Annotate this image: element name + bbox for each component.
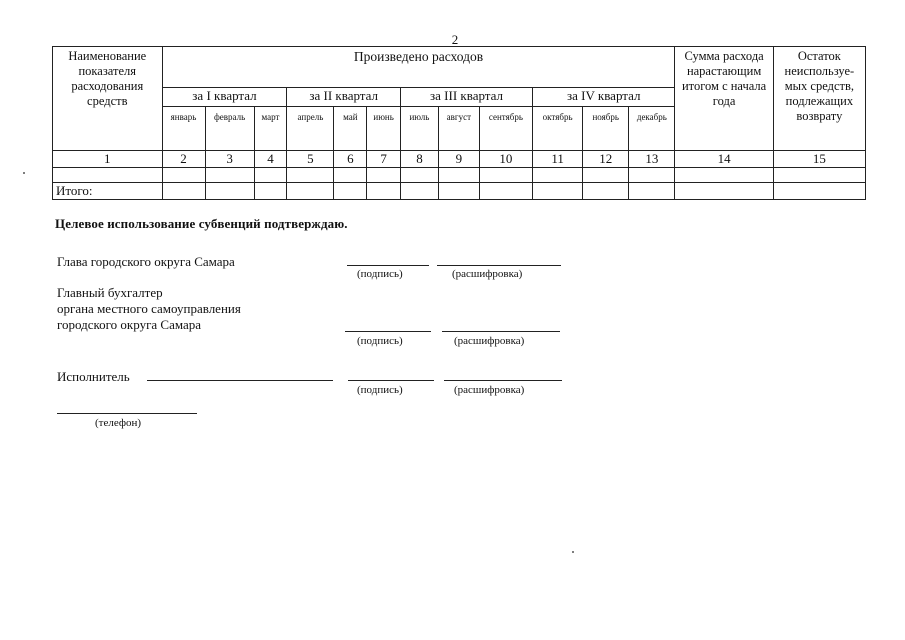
month-may: май — [334, 107, 367, 151]
column-number-13: 13 — [629, 151, 675, 168]
head-decoding-line — [437, 265, 561, 266]
column-number-14: 14 — [675, 151, 773, 168]
month-july: июль — [401, 107, 439, 151]
accountant-label-line-2: органа местного самоуправления — [57, 301, 241, 316]
head-signature-line — [347, 265, 429, 266]
column-number-4: 4 — [254, 151, 287, 168]
accountant-decoding-caption: (расшифровка) — [454, 335, 525, 347]
header-unused-remainder: Остаток неиспользуе-мых средств, подлежащих возврату — [773, 47, 865, 151]
month-june: июнь — [367, 107, 401, 151]
confirmation-statement: Целевое использование субвенций подтверждаю. — [55, 216, 348, 231]
column-number-8: 8 — [401, 151, 439, 168]
header-indicator-name: Наименование показателя расходования средств — [53, 47, 163, 151]
page-number: 2 — [451, 32, 459, 47]
header-spent: Произведено расходов — [162, 47, 675, 88]
month-september: сентябрь — [479, 107, 532, 151]
total-label: Итого: — [53, 183, 163, 200]
total-row — [53, 183, 866, 200]
executor-label: Исполнитель — [57, 369, 130, 384]
column-number-10: 10 — [479, 151, 532, 168]
expense-report-table — [52, 46, 866, 200]
column-number-6: 6 — [334, 151, 367, 168]
accountant-signature-caption: (подпись) — [357, 335, 403, 347]
month-august: август — [438, 107, 479, 151]
executor-signature-line — [348, 380, 434, 381]
scan-speck — [23, 172, 25, 174]
column-number-2: 2 — [162, 151, 205, 168]
phone-caption: (телефон) — [95, 417, 142, 429]
executor-signature-caption: (подпись) — [357, 384, 403, 396]
column-number-1: 1 — [53, 151, 163, 168]
accountant-signature-line — [345, 331, 431, 332]
month-february: февраль — [205, 107, 254, 151]
quarter-1-header: за I квартал — [162, 88, 287, 107]
month-march: март — [254, 107, 287, 151]
column-number-7: 7 — [367, 151, 401, 168]
column-number-5: 5 — [287, 151, 334, 168]
month-april: апрель — [287, 107, 334, 151]
accountant-label-line-1: Главный бухгалтер — [57, 285, 163, 300]
header-cumulative-total: Сумма расхода нарастающим итогом с начала года — [675, 47, 773, 151]
month-october: октябрь — [533, 107, 583, 151]
table-row — [53, 168, 866, 183]
executor-decoding-caption: (расшифровка) — [454, 384, 525, 396]
head-signature-caption: (подпись) — [357, 268, 403, 280]
column-number-9: 9 — [438, 151, 479, 168]
accountant-label-line-3: городского округа Самара — [57, 317, 202, 332]
month-november: ноябрь — [583, 107, 629, 151]
accountant-decoding-line — [442, 331, 560, 332]
executor-decoding-line — [444, 380, 562, 381]
head-decoding-caption: (расшифровка) — [452, 268, 523, 280]
month-december: декабрь — [629, 107, 675, 151]
column-number-11: 11 — [533, 151, 583, 168]
column-number-12: 12 — [583, 151, 629, 168]
quarter-2-header: за II квартал — [287, 88, 401, 107]
column-number-3: 3 — [205, 151, 254, 168]
head-label: Глава городского округа Самара — [57, 254, 235, 269]
phone-line — [57, 413, 197, 414]
quarter-3-header: за III квартал — [401, 88, 533, 107]
quarter-4-header: за IV квартал — [533, 88, 675, 107]
column-number-15: 15 — [773, 151, 865, 168]
executor-name-line — [147, 380, 333, 381]
scan-speck — [572, 551, 574, 553]
month-january: январь — [162, 107, 205, 151]
